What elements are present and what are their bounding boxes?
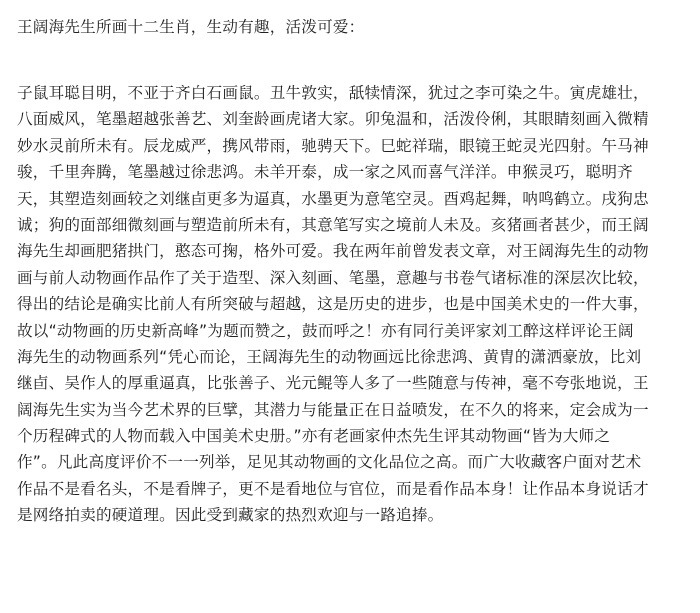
paragraph-line: 诚；狗的面部细微刻画与塑造前所未有，其意笔写实之境前人未及。亥猪画者甚少，而王阔 xyxy=(17,215,649,234)
paragraph-line: 故以“动物画的历史新高峰”为题而赞之，鼓而呼之！亦有同行美评家刘工醉这样评论王阔 xyxy=(17,321,634,340)
paragraph-line: 作”。凡此高度评价不一一列举，足见其动物画的文化品位之高。而广大收藏客户面对艺术 xyxy=(17,453,642,472)
paragraph-line: 画与前人动物画作品作了关于造型、深入刻画、笔墨，意趣与书卷气诸标准的深层次比较， xyxy=(17,268,649,287)
intro-line: 王阔海先生所画十二生肖，生动有趣，活泼可爱： xyxy=(17,18,365,36)
paragraph-line: 八面威风，笔墨超越张善艺、刘奎龄画虎诸大家。卯兔温和，活泼伶俐，其眼睛刻画入微精 xyxy=(17,110,649,129)
paragraph-line: 骏，千里奔腾，笔墨越过徐悲鸿。未羊开泰，成一家之风而喜气洋洋。申猴灵巧，聪明齐 xyxy=(17,163,633,182)
paragraph-line: 得出的结论是确实比前人有所突破与超越，这是历史的进步，也是中国美术史的一件大事， xyxy=(17,295,649,314)
paragraph-line: 作品不是看名头，不是看牌子，更不是看地位与官位，而是看作品本身！让作品本身说话才 xyxy=(17,479,649,498)
paragraph-line: 是网络拍卖的硬道理。因此受到藏家的热烈欢迎与一路追捧。 xyxy=(17,506,444,525)
paragraph-line: 天，其塑造刻画较之刘继卣更多为逼真，水墨更为意笔空灵。酉鸡起舞，呐鸣鹤立。戌狗忠 xyxy=(17,189,649,208)
paragraph-line: 子鼠耳聪目明，不亚于齐白石画鼠。丑牛敦实，舐犊情深，犹过之李可染之牛。寅虎雄壮， xyxy=(17,84,649,102)
paragraph-line: 妙水灵前所未有。辰龙威严，携风带雨，驰骋天下。巳蛇祥瑞，眼镜王蛇灵光四射。午马神 xyxy=(17,136,649,155)
paragraph-line: 个历程碑式的人物而载入中国美术史册。”亦有老画家仲杰先生评其动物画“皆为大师之 xyxy=(17,427,611,446)
paragraph-line: 海先生的动物画系列“凭心而论，王阔海先生的动物画远比徐悲鸿、黄胄的潇洒豪放，比刘 xyxy=(17,347,642,366)
paragraph-line: 阔海先生实为当今艺术界的巨擘，其潜力与能量正在日益喷发，在不久的将来，定会成为一 xyxy=(17,400,649,419)
paragraph-line: 海先生却画肥猪拱门，憨态可掬，格外可爱。我在两年前曾发表文章，对王阔海先生的动物 xyxy=(17,242,649,261)
article-paragraph xyxy=(17,80,689,529)
paragraph-line: 继卣、吴作人的厚重逼真，比张善子、光元鲲等人多了一些随意与传神，毫不夸张地说，王 xyxy=(17,374,649,393)
